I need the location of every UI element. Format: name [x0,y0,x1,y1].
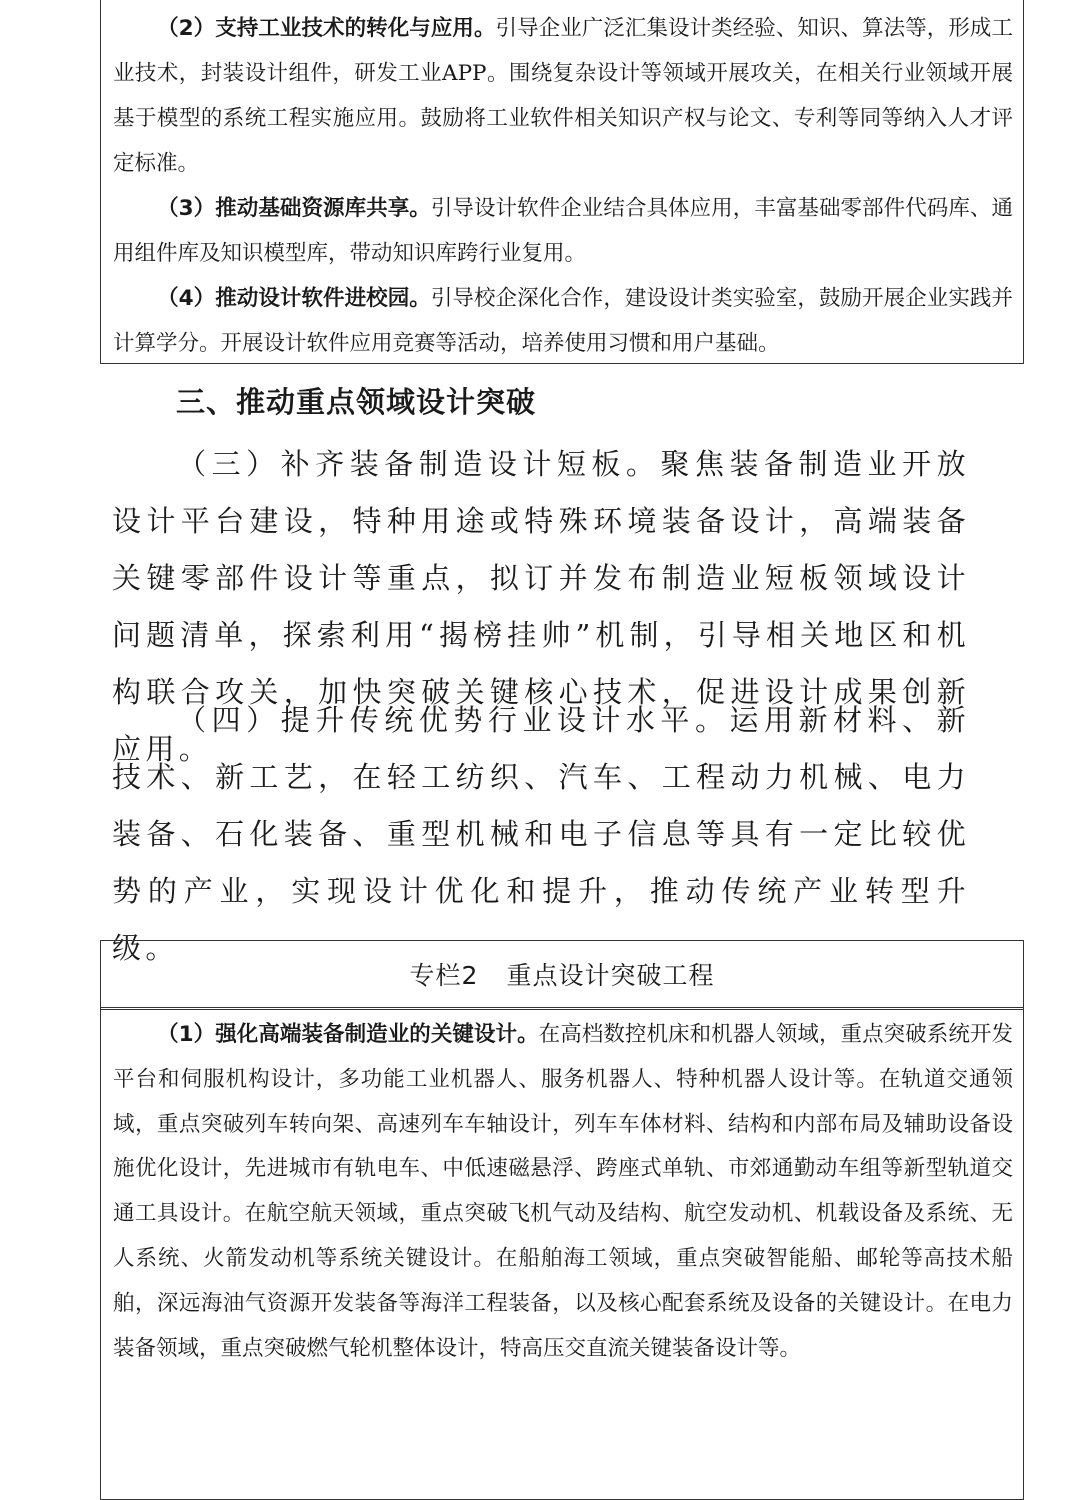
paragraph-text: （三）补齐装备制造设计短板。聚焦装备制造业开放设计平台建设，特种用途或特殊环境装备设计，高端装备关键零部件设计等重点，拟订并发布制造业短板领域设计问题清单，探索利用“揭榜挂帅”机制，引导相关地区和机构联合攻关，加快突破关键核心技术，促进设计成果创新应用。 [112,447,970,766]
section-heading: 三、推动重点领域设计突破 [176,385,537,419]
item-lead: （4）推动设计软件进校园。 [157,286,431,311]
box1-item-4 [101,276,1023,366]
item-lead: （2）支持工业技术的转化与应用。 [157,16,496,41]
column-title [101,941,1023,1010]
box2-item-1 [101,1013,1023,1371]
item-text: 引导企业广泛汇集设计类经验、知识、算法等，形成工业技术，封装设计组件，研发工业APP。围绕复杂设计等领域开展攻关，在相关行业领域开展基于模型的系统工程实施应用。鼓励将工业软件相关知识产权与论文、专利等同等纳入人才评定标准。 [113,16,1013,176]
column-title-text: 重点设计突破工程 [506,961,715,990]
box1-item-3 [101,186,1023,276]
item-text: 引导校企深化合作，建设设计类实验室，鼓励开展企业实践并计算学分。开展设计软件应用竞赛等活动，培养使用习惯和用户基础。 [113,286,1013,356]
column-box-2 [100,940,1024,1500]
paragraph-text: （四）提升传统优势行业设计水平。运用新材料、新技术、新工艺，在轻工纺织、汽车、工程动力机械、电力装备、石化装备、重型机械和电子信息等具有一定比较优势的产业，实现设计优化和提升，推动传统产业转型升级。 [112,703,970,965]
item-text: 引导设计软件企业结合具体应用，丰富基础零部件代码库、通用组件库及知识模型库，带动知识库跨行业复用。 [113,196,1013,266]
section-paragraph-4 [112,692,970,977]
item-lead: （3）推动基础资源库共享。 [157,196,431,221]
column-title-label: 专栏2 [409,961,479,990]
box1-item-2 [101,6,1023,186]
item-text: 在高档数控机床和机器人领域，重点突破系统开发平台和伺服机构设计，多功能工业机器人、服务机器人、特种机器人设计等。在轨道交通领域，重点突破列车转向架、高速列车车轴设计，列车车体材料、结构和内部布局及辅助设备设施优化设计，先进城市有轨电车、中低速磁悬浮、跨座式单轨、市郊通勤动车组等新型轨道交通工具设计。在航空航天领域，重点突破飞机气动及结构、航空发动机、机载设备及系统、无人系统、火箭发动机等系统关键设计。在船舶海工领域，重点突破智能船、邮轮等高技术船舶，深远海油气资源开发装备等海洋工程装备，以及核心配套系统及设备的关键设计。在电力装备领域，重点突破燃气轮机整体设计，特高压交直流关键装备设计等。 [113,1022,1013,1361]
column-box-1 [100,0,1024,364]
item-lead: （1）强化高端装备制造业的关键设计。 [157,1022,539,1047]
